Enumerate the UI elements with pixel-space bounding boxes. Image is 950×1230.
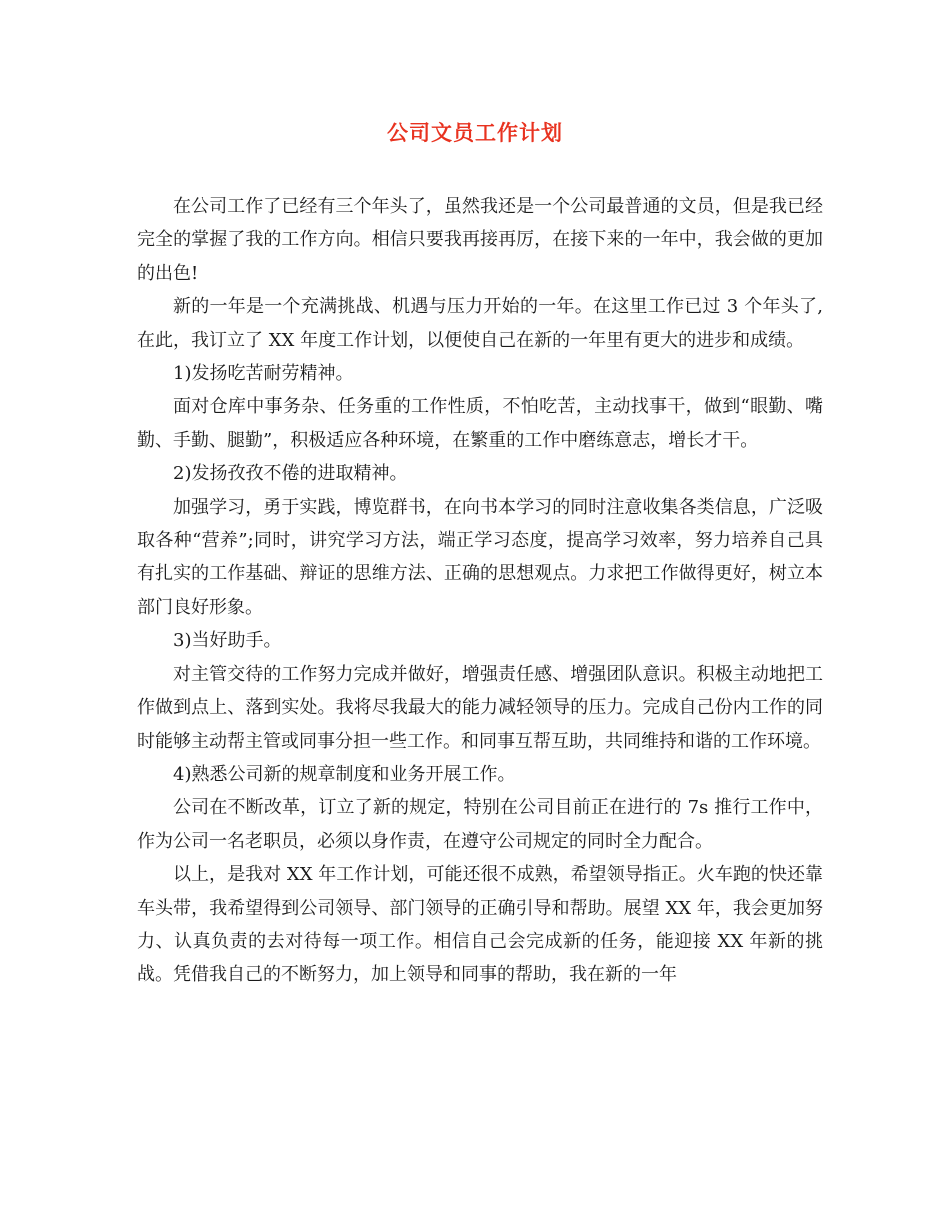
paragraph-intro: 在公司工作了已经有三个年头了，虽然我还是一个公司最普通的文员，但是我已经完全的掌握了我的工作方向。相信只要我再接再厉，在接下来的一年中，我会做的更加的出色! bbox=[137, 196, 823, 284]
paragraph-point-1: 面对仓库中事务杂、任务重的工作性质，不怕吃苦，主动找事干，做到“眼勤、嘴勤、手勤、腿勤”，积极适应各种环境，在繁重的工作中磨练意志，增长才干。 bbox=[137, 396, 823, 451]
document-body bbox=[137, 190, 823, 992]
heading-point-1: 1)发扬吃苦耐劳精神。 bbox=[173, 363, 354, 385]
paragraph-point-4: 公司在不断改革，订立了新的规定，特别在公司目前正在进行的 7s 推行工作中，作为公司一名老职员，必须以身作责，在遵守公司规定的同时全力配合。 bbox=[137, 797, 823, 852]
heading-point-3: 3)当好助手。 bbox=[173, 630, 282, 652]
paragraph-point-3: 对主管交待的工作努力完成并做好，增强责任感、增强团队意识。积极主动地把工作做到点上、落到实处。我将尽我最大的能力减轻领导的压力。完成自己份内工作的同时能够主动帮主管或同事分担一些工作。和同事互帮互助，共同维持和谐的工作环境。 bbox=[137, 663, 823, 752]
paragraph-point-2: 加强学习，勇于实践，博览群书，在向书本学习的同时注意收集各类信息，广泛吸取各种“营养”;同时，讲究学习方法，端正学习态度，提高学习效率，努力培养自己具有扎实的工作基础、辩证的思维方法、正确的思想观点。力求把工作做得更好，树立本部门良好形象。 bbox=[137, 496, 823, 618]
paragraph-new-year: 新的一年是一个充满挑战、机遇与压力开始的一年。在这里工作已过 3 个年头了,在此，我订立了 XX 年度工作计划，以便使自己在新的一年里有更大的进步和成绩。 bbox=[137, 296, 823, 351]
heading-point-2: 2)发扬孜孜不倦的进取精神。 bbox=[173, 463, 408, 485]
paragraph-conclusion: 以上，是我对 XX 年工作计划，可能还很不成熟，希望领导指正。火车跑的快还靠车头带，我希望得到公司领导、部门领导的正确引导和帮助。展望 XX 年，我会更加努力、认真负责的去对待每一项工作。相信自己会完成新的任务，能迎接 XX 年新的挑战。凭借我自己的不断努力，加上领导和同事的帮助，我在新的一年 bbox=[137, 864, 823, 986]
document-title: 公司文员工作计划 bbox=[387, 120, 563, 145]
heading-point-4: 4)熟悉公司新的规章制度和业务开展工作。 bbox=[173, 763, 516, 785]
